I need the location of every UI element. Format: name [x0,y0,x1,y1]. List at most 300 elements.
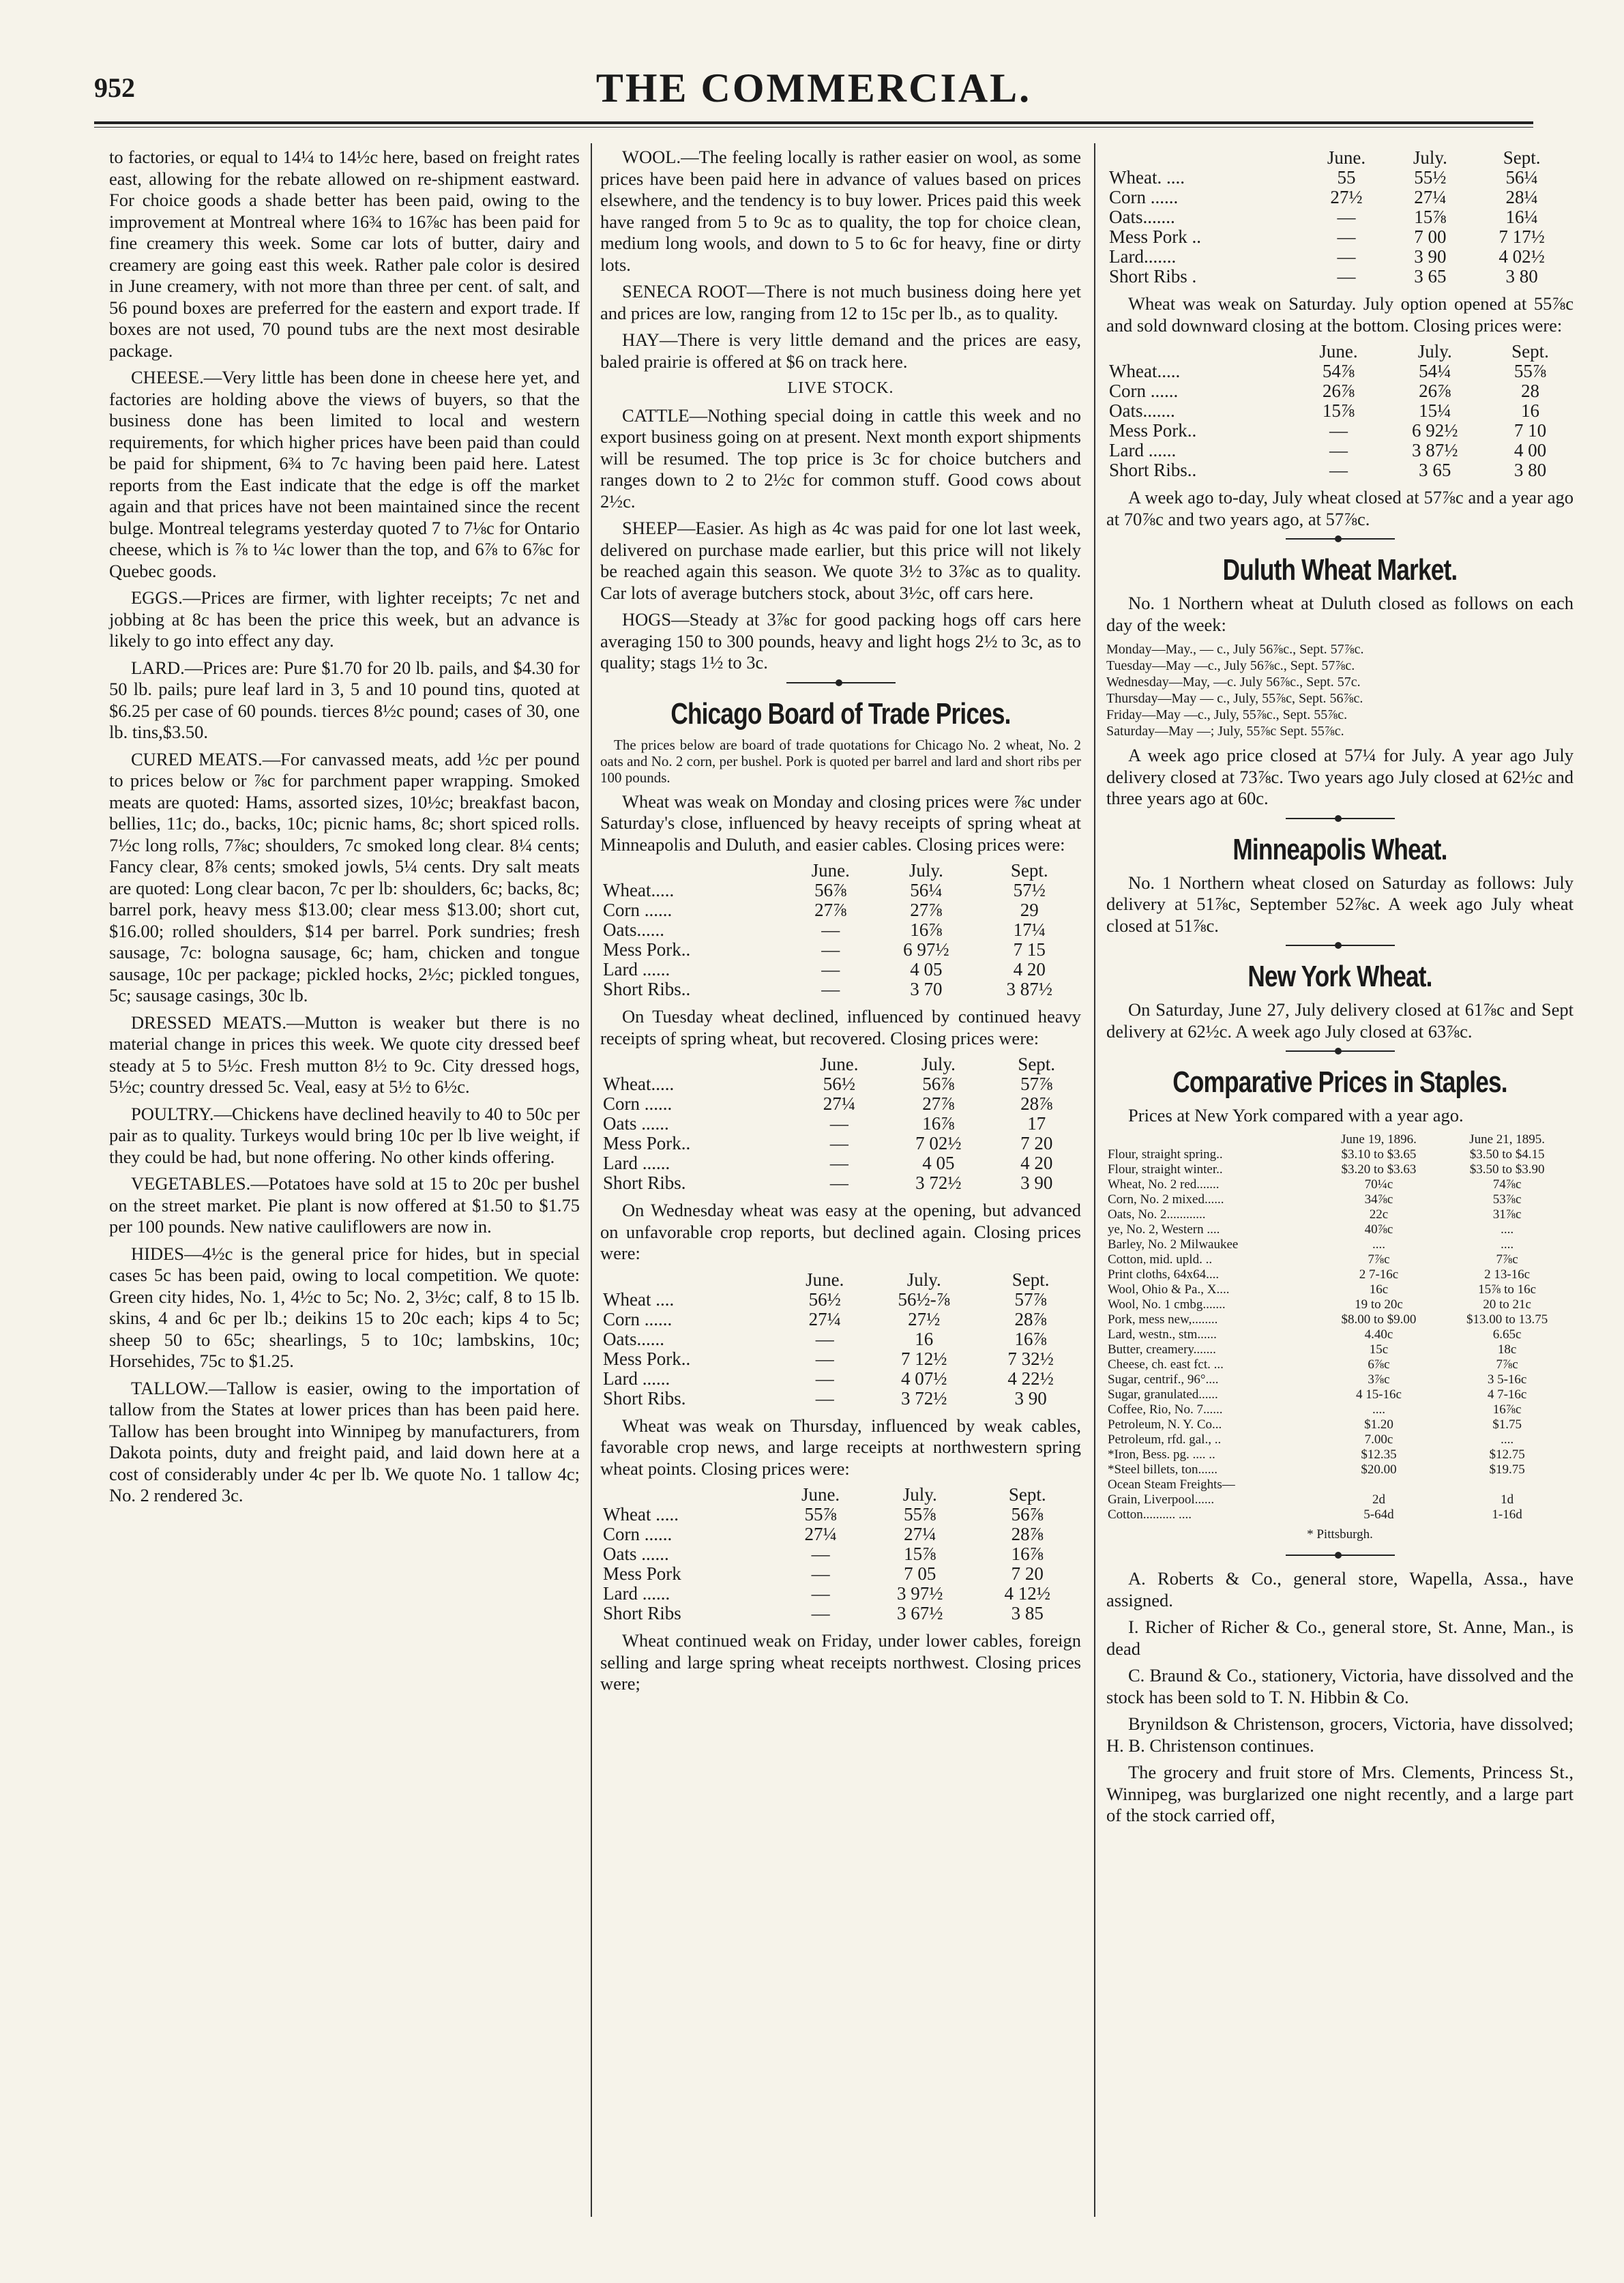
comparative-cell: Wool, No. 1 cmbg....... [1108,1297,1226,1312]
comparative-cell: 5-64d [1363,1507,1394,1522]
price-cell: Lard ...... [603,1368,670,1389]
comparative-cell: Coffee, Rio, No. 7...... [1108,1402,1223,1417]
comparative-cell: Corn, No. 2 mixed...... [1108,1192,1224,1207]
price-cell: 28⅞ [1011,1524,1044,1544]
price-cell: 15⅞ [1322,400,1355,421]
price-row [600,1584,1081,1604]
comparative-row [1106,1372,1574,1387]
comparative-row [1106,1147,1574,1162]
comparative-cell: 15c [1369,1342,1389,1357]
header-rule-thin [94,127,1533,128]
comparative-cell: Cheese, ch. east fct. ... [1108,1357,1224,1372]
price-cell: 3 65 [1414,266,1447,286]
price-cell: Mess Pork.. [603,1133,691,1153]
comparative-header-cell: June 19, 1896. [1341,1132,1417,1147]
price-cell: 4 05 [922,1153,955,1173]
sheep-paragraph: SHEEP—Easier. As high as 4c was paid for one lot last week, delivered on purchase made earlier, but this price will not likely be reached again this season. We quote 3½ to 3⅞c as to quality. Car lots of average butchers stock, about 3½c, off cars here. [600,518,1081,603]
price-cell: Oats ...... [603,1544,669,1564]
price-cell: 4 00 [1514,440,1547,460]
column-2 [600,147,1081,1700]
duluth-day: Tuesday—May —c., July 56⅞c., Sept. 57⅞c. [1106,658,1355,673]
comparative-cell: Pork, mess new,........ [1108,1312,1218,1327]
price-cell: 57⅞ [1014,1288,1047,1310]
comparative-cell: 1d [1501,1492,1514,1507]
comparative-cell: 34⅞c [1364,1192,1393,1207]
price-cell: — [811,1544,830,1564]
price-cell: 28⅞ [1020,1093,1053,1114]
price-cell: — [1337,266,1356,286]
price-cell: Mess Pork [603,1563,681,1584]
price-header-cell: Sept. [1511,341,1549,362]
price-cell: Corn ...... [603,1308,673,1329]
price-cell: 3 90 [1014,1387,1047,1409]
comparative-cell: Butter, creamery....... [1108,1342,1216,1357]
price-cell: 3 85 [1011,1603,1044,1623]
comparative-cell: 6.65c [1492,1327,1522,1342]
comparative-row [1106,1192,1574,1207]
price-header-cell: July. [1413,147,1447,168]
comparative-cell: 31⅞c [1492,1207,1522,1222]
price-header-cell: July. [902,1484,937,1505]
price-cell: 16⅞ [910,919,943,940]
price-cell: 7 10 [1514,420,1547,441]
tallow-paragraph: TALLOW.—Tallow is easier, owing to the importation of tallow from the States at lower prices than has been paid here. Tallow has been brought into Winnipeg by manufacturers, from Dakota points, duty and freight paid, and laid down here at a cost of considerably under 4c per lb. We quote No. 1 tallow 4c; No. 2 rendered 3c. [109,1377,580,1505]
comparative-row [1106,1447,1574,1462]
price-cell: 7 00 [1414,226,1447,247]
price-cell: 56¼ [910,880,943,900]
masthead-title: THE COMMERCIAL. [595,65,1032,111]
comparative-cell: .... [1501,1237,1514,1252]
price-header-row [600,1055,1081,1074]
price-cell: — [811,1563,830,1584]
comparative-row [1106,1282,1574,1297]
comparative-cell: 22c [1369,1207,1389,1222]
chicago-heading: Chicago Board of Trade Prices. [670,696,1011,731]
price-cell: 16¼ [1505,207,1538,227]
price-row [600,1329,1081,1349]
friday-text: Wheat continued weak on Friday, under lower cables, foreign selling and large spring wheat receipts northwest. Closing prices were; [600,1630,1081,1694]
minneapolis-heading: Minneapolis Wheat. [1232,832,1447,866]
price-cell: Mess Pork.. [603,939,691,960]
price-cell: Short Ribs. [603,1173,686,1193]
price-header-cell [600,1055,794,1074]
hay-paragraph: HAY—There is very little demand and the prices are easy, baled prairie is offered at $6 on track here. [600,329,1081,372]
comparative-header-cell: June 21, 1895. [1469,1132,1545,1147]
comparative-cell: .... [1501,1222,1514,1237]
monday-price-table [600,861,1081,999]
notice-paragraph: C. Braund & Co., stationery, Victoria, have dissolved and the stock has been sold to T. N. Hibbin & Co. [1106,1665,1574,1707]
comparative-cell: 3⅞c [1368,1372,1390,1387]
price-cell: — [1329,460,1348,480]
price-cell: 55⅞ [1514,361,1547,381]
wool-paragraph: WOOL.—The feeling locally is rather easier on wool, as some prices have been paid here in advance of values based on prices elsewhere, and the tendency is to buy lower. Prices paid this week have ranged from 5 to 9c as to quality, the top for choice clean, medium long wools, and down to 5 to 6c for heavy, fine or dirty lots. [600,147,1081,275]
comparative-row [1106,1207,1574,1222]
comparative-row [1106,1492,1574,1507]
comparative-row [1106,1267,1574,1282]
price-cell: 55 [1337,167,1356,188]
price-header-cell: Sept. [1503,147,1541,168]
price-header-cell: Sept. [1010,860,1048,881]
comparative-row [1106,1462,1574,1477]
dressed-meats-paragraph: DRESSED MEATS.—Mutton is weaker but there is no material change in prices this week. We quote city dressed beef steady at 5 to 5½c. Fresh mutton 8½ to 9c. City dressed hogs, 5½c; country dressed 5c. Veal, easy at 5½ to 6½c. [109,1012,580,1097]
comparative-cell: 16⅞c [1492,1402,1522,1417]
price-row [600,1389,1081,1409]
price-cell: — [811,1603,830,1623]
price-row [600,1604,1081,1623]
section-separator [1286,1555,1395,1560]
butter-paragraph: to factories, or equal to 14¼ to 14½c here, based on freight rates east, allowing for the rebate allowed on re-shipment eastward. For choice goods a shade better has been paid, owing to the improvement at Montreal where 16¾ to 16⅞c has been paid for fine creamery this week. Some car lots of butter, dairy and creamery are going east this week. Rather pale color is desired in June creamery, with not more than three per cent. of salt, and 56 pound boxes are preferred for the eastern and export trade. If boxes are not used, 70 pound tubs are the next most desirable package. [109,147,580,361]
price-cell: 28⅞ [1014,1308,1047,1329]
comparative-row [1106,1162,1574,1177]
comparative-heading: Comparative Prices in Staples. [1172,1065,1507,1099]
comparative-cell: 4 7-16c [1487,1387,1527,1402]
price-row [600,881,1081,900]
price-cell: 17 [1027,1113,1046,1134]
price-header-cell: June. [820,1054,859,1074]
price-cell: Lard ...... [603,1583,670,1604]
duluth-day: Wednesday—May, —c. July 56⅞c., Sept. 57c. [1106,675,1361,690]
price-cell: — [821,979,840,999]
comparative-cell: $3.50 to $4.15 [1469,1147,1545,1162]
comparative-cell [1317,1477,1441,1492]
notice-paragraph: I. Richer of Richer & Co., general store, St. Anne, Man., is dead [1106,1617,1574,1659]
price-row [600,920,1081,940]
price-cell: Short Ribs [603,1603,681,1623]
comparative-cell: 2 7-16c [1359,1267,1399,1282]
price-cell: 27⅞ [814,900,847,920]
price-cell: — [815,1368,834,1389]
comparative-cell: Ocean Steam Freights— [1108,1477,1235,1492]
price-cell: 4 02½ [1498,246,1545,267]
price-row [600,1290,1081,1310]
price-row [600,1114,1081,1134]
price-header-cell: June. [806,1269,844,1290]
price-cell: Oats ...... [603,1113,669,1134]
price-row [600,1173,1081,1193]
comparative-row [1106,1417,1574,1432]
price-cell: — [821,919,840,940]
vegetables-paragraph: VEGETABLES.—Potatoes have sold at 15 to 20c per bushel on the street market. Pie plant is now offered at $1.50 to $1.75 per 100 pounds. New native cauliflowers are now in. [109,1173,580,1237]
price-row [1106,207,1574,227]
price-cell: 57½ [1013,880,1046,900]
comparative-cell: 20 to 21c [1483,1297,1531,1312]
price-cell: 57⅞ [1020,1074,1053,1094]
price-cell: — [829,1113,848,1134]
price-cell: Oats...... [603,919,664,940]
price-row [600,960,1081,980]
price-cell: 3 97½ [897,1583,943,1604]
price-cell: 56⅞ [1011,1504,1044,1525]
price-row [600,1564,1081,1584]
price-row [600,1310,1081,1329]
price-cell: 3 72½ [915,1173,962,1193]
price-cell: 56½ [808,1288,841,1310]
price-cell: 4 20 [1013,959,1046,980]
comparative-cell: Wool, Ohio & Pa., X.... [1108,1282,1230,1297]
price-cell: 7 02½ [915,1133,962,1153]
price-row [1106,441,1574,460]
comparative-row [1106,1402,1574,1417]
comparative-cell: .... [1372,1237,1385,1252]
price-cell: 15⅞ [904,1544,936,1564]
comparative-row [1106,1432,1574,1447]
comparative-cell: $13.00 to 13.75 [1466,1312,1548,1327]
price-cell: 6 97½ [903,939,949,960]
price-cell: 7 20 [1020,1133,1053,1153]
section-separator [1286,945,1395,950]
comparative-row [1106,1327,1574,1342]
price-cell: 16 [1521,400,1540,421]
price-row [600,1505,1081,1525]
price-cell: Wheat .... [603,1288,675,1310]
comparative-cell: 6⅞c [1368,1357,1390,1372]
price-cell: Corn ...... [603,1524,673,1544]
cured-meats-paragraph: CURED MEATS.—For canvassed meats, add ½c per pound to prices below or ⅞c for parchment paper wrapping. Smoked meats are quoted: Hams, assorted sizes, 10½c; breakfast bacon, bellies, 11c; do., backs, 10c; picnic hams, 8c; short spiced rolls. 7½c long rolls, 7⅞c; shoulders, 7c smoked long clear. 8¼ cents; Fancy clear, 8⅞ cents; smoked jowls, 5¼ cents. Dry salt meats are quoted: Long clear bacon, 7c per lb: shoulders, 6c; backs, 8c; barrel pork, heavy mess $13.00; clear mess $13.00; short cut, $16.00; rolled shoulders, $14 per barrel. Pork sundries; fresh sausage, 7c: bologna sausage, 6c; ham, chicken and tongue sausage, 10c per package; pickled hocks, 2½c; pickled tongues, 5c; sausage casings, 30c lb. [109,748,580,1005]
price-header-cell: Sept. [1018,1054,1056,1074]
price-cell: Lard ...... [1109,440,1177,460]
price-cell: 56⅞ [814,880,847,900]
price-cell: — [1329,440,1348,460]
price-row [600,980,1081,999]
price-cell: 3 80 [1514,460,1547,480]
page-number: 952 [94,72,135,103]
price-cell: 27¼ [904,1524,936,1544]
price-header-cell: July. [906,1269,941,1290]
price-cell: 27⅞ [922,1093,955,1114]
price-header-row [1106,342,1574,362]
price-cell: Oats...... [603,1328,664,1349]
price-cell: — [815,1328,834,1349]
wednesday-text: On Wednesday wheat was easy at the opening, but advanced on unfavorable crop reports, but declined again. Closing prices were: [600,1200,1081,1263]
price-row [1106,168,1574,188]
price-cell: Wheat..... [603,880,675,900]
comparative-cell: Petroleum, N. Y. Co... [1108,1417,1222,1432]
comparative-cell: $3.20 to $3.63 [1341,1162,1417,1177]
notice-paragraph: The grocery and fruit store of Mrs. Clements, Princess St., Winnipeg, was burglarized one night recently, and a large part of the stock carried off, [1106,1762,1574,1825]
price-row [1106,460,1574,480]
comparative-cell: $3.50 to $3.90 [1469,1162,1545,1177]
price-cell: — [829,1153,848,1173]
price-cell: 54¼ [1419,361,1451,381]
price-cell: — [1337,246,1356,267]
saturday-price-table [1106,342,1574,480]
price-cell: — [815,1387,834,1409]
price-cell: 17¼ [1013,919,1046,940]
price-header-cell [1106,342,1295,362]
price-cell: 3 70 [910,979,943,999]
comparative-cell: .... [1501,1432,1514,1447]
price-header-cell: Sept. [1008,1484,1046,1505]
price-cell: 6 92½ [1411,420,1458,441]
price-cell: — [821,939,840,960]
price-cell: — [1329,420,1348,441]
price-cell: Wheat..... [1109,361,1181,381]
price-row [600,900,1081,920]
price-header-row [1106,148,1574,168]
price-cell: 54⅞ [1322,361,1355,381]
duluth-day: Friday—May —c., July, 55⅞c., Sept. 55⅞c. [1106,707,1348,722]
comparative-row [1106,1297,1574,1312]
price-cell: 3 67½ [897,1603,943,1623]
price-row [1106,362,1574,381]
price-cell: 3 87½ [1006,979,1053,999]
price-row [600,1094,1081,1114]
price-cell: 16 [915,1328,934,1349]
price-cell: Lard ...... [603,1153,670,1173]
column-1 [109,147,580,1512]
section-separator [786,682,896,688]
comparative-footnote: * Pittsburgh. [1307,1527,1373,1542]
comparative-cell: *Steel billets, ton...... [1108,1462,1217,1477]
comparative-cell: $12.75 [1489,1447,1525,1462]
comparative-cell: $19.75 [1489,1462,1525,1477]
comparative-cell: 4.40c [1364,1327,1393,1342]
price-cell: 4 07½ [900,1368,947,1389]
comparative-cell: 19 to 20c [1355,1297,1403,1312]
price-cell: Oats....... [1109,400,1175,421]
price-cell: 7 32½ [1007,1348,1054,1369]
section-separator [1286,818,1395,823]
comparative-cell: 3 5-16c [1487,1372,1527,1387]
comparative-cell: 53⅞c [1492,1192,1522,1207]
comparative-row [1106,1237,1574,1252]
price-cell: 16⅞ [1011,1544,1044,1564]
price-header-cell: June. [801,1484,840,1505]
price-header-cell: June. [1327,147,1366,168]
comparative-cell: 1-16d [1492,1507,1522,1522]
price-cell: — [815,1348,834,1369]
price-cell: 27¼ [823,1093,856,1114]
comparative-cell: Petroleum, rfd. gal., .. [1108,1432,1222,1447]
price-cell: 55⅞ [804,1504,837,1525]
comparative-row [1106,1387,1574,1402]
tuesday-text: On Tuesday wheat declined, influenced by continued heavy receipts of spring wheat, but recovered. Closing prices were: [600,1006,1081,1048]
price-cell: 56⅞ [922,1074,955,1094]
comparative-header-row [1106,1132,1574,1147]
comparative-cell: 4 15-16c [1355,1387,1402,1402]
price-cell: 15¼ [1419,400,1451,421]
price-cell: 16⅞ [1014,1328,1047,1349]
price-cell: 4 22½ [1007,1368,1054,1389]
price-cell: 3 87½ [1411,440,1458,460]
notice-paragraph: Brynildson & Christenson, grocers, Victoria, have dissolved; H. B. Christenson continues. [1106,1713,1574,1756]
price-cell: 28 [1521,381,1540,401]
price-cell: 26⅞ [1419,381,1451,401]
price-cell: 7 15 [1013,939,1046,960]
price-cell: Wheat ..... [603,1504,679,1525]
comparative-cell: Wheat, No. 2 red....... [1108,1177,1220,1192]
comparative-intro: Prices at New York compared with a year ago. [1128,1105,1464,1125]
duluth-day: Saturday—May —; July, 55⅞c Sept. 55⅞c. [1106,724,1344,739]
price-row [600,1153,1081,1173]
price-row [1106,421,1574,441]
chicago-week-ago: A week ago to-day, July wheat closed at 57⅞c and a year ago at 70⅞c and two years ago, at 57⅞c. [1106,487,1574,529]
price-cell: 3 65 [1419,460,1451,480]
comparative-row [1106,1342,1574,1357]
comparative-cell: 2d [1372,1492,1385,1507]
section-separator [1286,1050,1395,1056]
saturday-text: Wheat was weak on Saturday. July option opened at 55⅞c and sold downward closing at the bottom. Closing prices were: [1106,293,1574,336]
comparative-row [1106,1222,1574,1237]
price-cell: 26⅞ [1322,381,1355,401]
comparative-cell: Flour, straight spring.. [1108,1147,1223,1162]
comparative-cell: .... [1372,1402,1385,1417]
price-cell: 55⅞ [904,1504,936,1525]
friday-price-table [1106,148,1574,286]
comparative-cell: Barley, No. 2 Milwaukee [1108,1237,1239,1252]
price-cell: 4 12½ [1004,1583,1050,1604]
price-header-cell: June. [1319,341,1358,362]
price-row [600,1369,1081,1389]
price-cell: Short Ribs. [603,1387,686,1409]
comparative-cell: Oats, No. 2............ [1108,1207,1206,1222]
hides-paragraph: HIDES—4½c is the general price for hides, but in special cases 5c has been paid, owing to local competition. We quote: Green city hides, No. 1, 4½c to 5c; No. 2, 3½c; calf, 8 to 15 lb. skins, 4 and 6c per lb.; deikins 15 to 20c each; kips 4 to 5c; sheep 50 to 65c; shearlings, 5 to 10c; lambskins, 10c; Horsehides, 75c to $1.25. [109,1243,580,1371]
comparative-cell: 2 13-16c [1484,1267,1531,1282]
page-header [94,65,1533,113]
price-header-cell: Sept. [1012,1269,1050,1290]
comparative-cell: ye, No. 2, Western .... [1108,1222,1220,1237]
cheese-paragraph: CHEESE.—Very little has been done in cheese here yet, and factories are holding above the views of buyers, so that the business done has been limited to local and western requirements, for which higher prices have been paid than could be paid for shipment, 6¾ to 7c having been paid here. Latest reports from the East indicate that the edge is off the market again and that prices have not been maintained since the recent bulge. Montreal telegrams yesterday quoted 7 to 7⅛c for Ontario cheese, which is ⅞ to ¼c lower than the top, and 6⅞ to 6⅞c for Quebec goods. [109,367,580,581]
wednesday-price-table [600,1270,1081,1409]
duluth-day: Thursday—May — c., July, 55⅞c, Sept. 56⅞c. [1106,691,1363,706]
header-rule [94,121,1533,124]
chicago-note: The prices below are board of trade quotations for Chicago No. 2 wheat, No. 2 oats and No. 2 corn, per bushel. Pork is quoted per barrel and lard and short ribs per 100 pounds. [600,736,1081,786]
comparative-cell [1441,1477,1574,1492]
lard-paragraph: LARD.—Prices are: Pure $1.70 for 20 lb. pails, and $4.30 for 50 lb. pails; pure leaf lard in 3, 5 and 10 pound tins, quoted at $6.25 per case of 60 pounds. tierces 8½c pound; cases of 30, one lb. tins,$3.50. [109,657,580,742]
price-cell: 3 90 [1020,1173,1053,1193]
price-cell: Short Ribs.. [1109,460,1197,480]
price-header-cell [600,1270,782,1290]
price-header-cell [600,861,786,881]
comparative-cell: 7⅞c [1496,1357,1518,1372]
price-row [1106,247,1574,267]
price-cell: — [811,1583,830,1604]
price-cell: 29 [1020,900,1039,920]
price-cell: 4 20 [1020,1153,1053,1173]
price-header-cell: July. [1417,341,1452,362]
price-cell: 3 80 [1505,266,1538,286]
price-cell: 7 05 [904,1563,936,1584]
price-cell: 27½ [908,1308,941,1329]
price-cell: 27½ [1330,187,1363,207]
price-cell: 7 20 [1011,1563,1044,1584]
column-3 [1106,147,1574,1832]
price-header-row [600,1270,1081,1290]
price-row [1106,267,1574,286]
price-cell: 28¼ [1505,187,1538,207]
duluth-week-ago: A week ago price closed at 57¼ for July. A year ago July delivery closed at 73⅞c. Two years ago July closed at 62½c and three years ago at 60c. [1106,745,1574,808]
price-cell: 3 90 [1414,246,1447,267]
comparative-cell: 7.00c [1364,1432,1393,1447]
price-row [600,940,1081,960]
price-cell: Corn ...... [1109,381,1179,401]
monday-text: Wheat was weak on Monday and closing prices were ⅞c under Saturday's close, influenced by heavy receipts of spring wheat at Minneapolis and Duluth, and easier cables. Closing prices were: [600,791,1081,855]
price-cell: 7 17½ [1498,226,1545,247]
duluth-intro: No. 1 Northern wheat at Duluth closed as follows on each day of the week: [1106,593,1574,635]
comparative-cell: 7⅞c [1496,1252,1518,1267]
price-cell: Corn ...... [603,900,673,920]
comparative-row [1106,1177,1574,1192]
comparative-cell: 15⅞ to 16c [1478,1282,1537,1297]
price-cell: — [829,1173,848,1193]
price-row [600,1349,1081,1369]
price-cell: Wheat..... [603,1074,675,1094]
price-cell: Lard ...... [603,959,670,980]
price-cell: — [829,1133,848,1153]
duluth-day: Monday—May., — c., July 56⅞c., Sept. 57⅞c. [1106,642,1364,657]
comparative-header-cell [1106,1132,1317,1147]
thursday-price-table [600,1485,1081,1623]
